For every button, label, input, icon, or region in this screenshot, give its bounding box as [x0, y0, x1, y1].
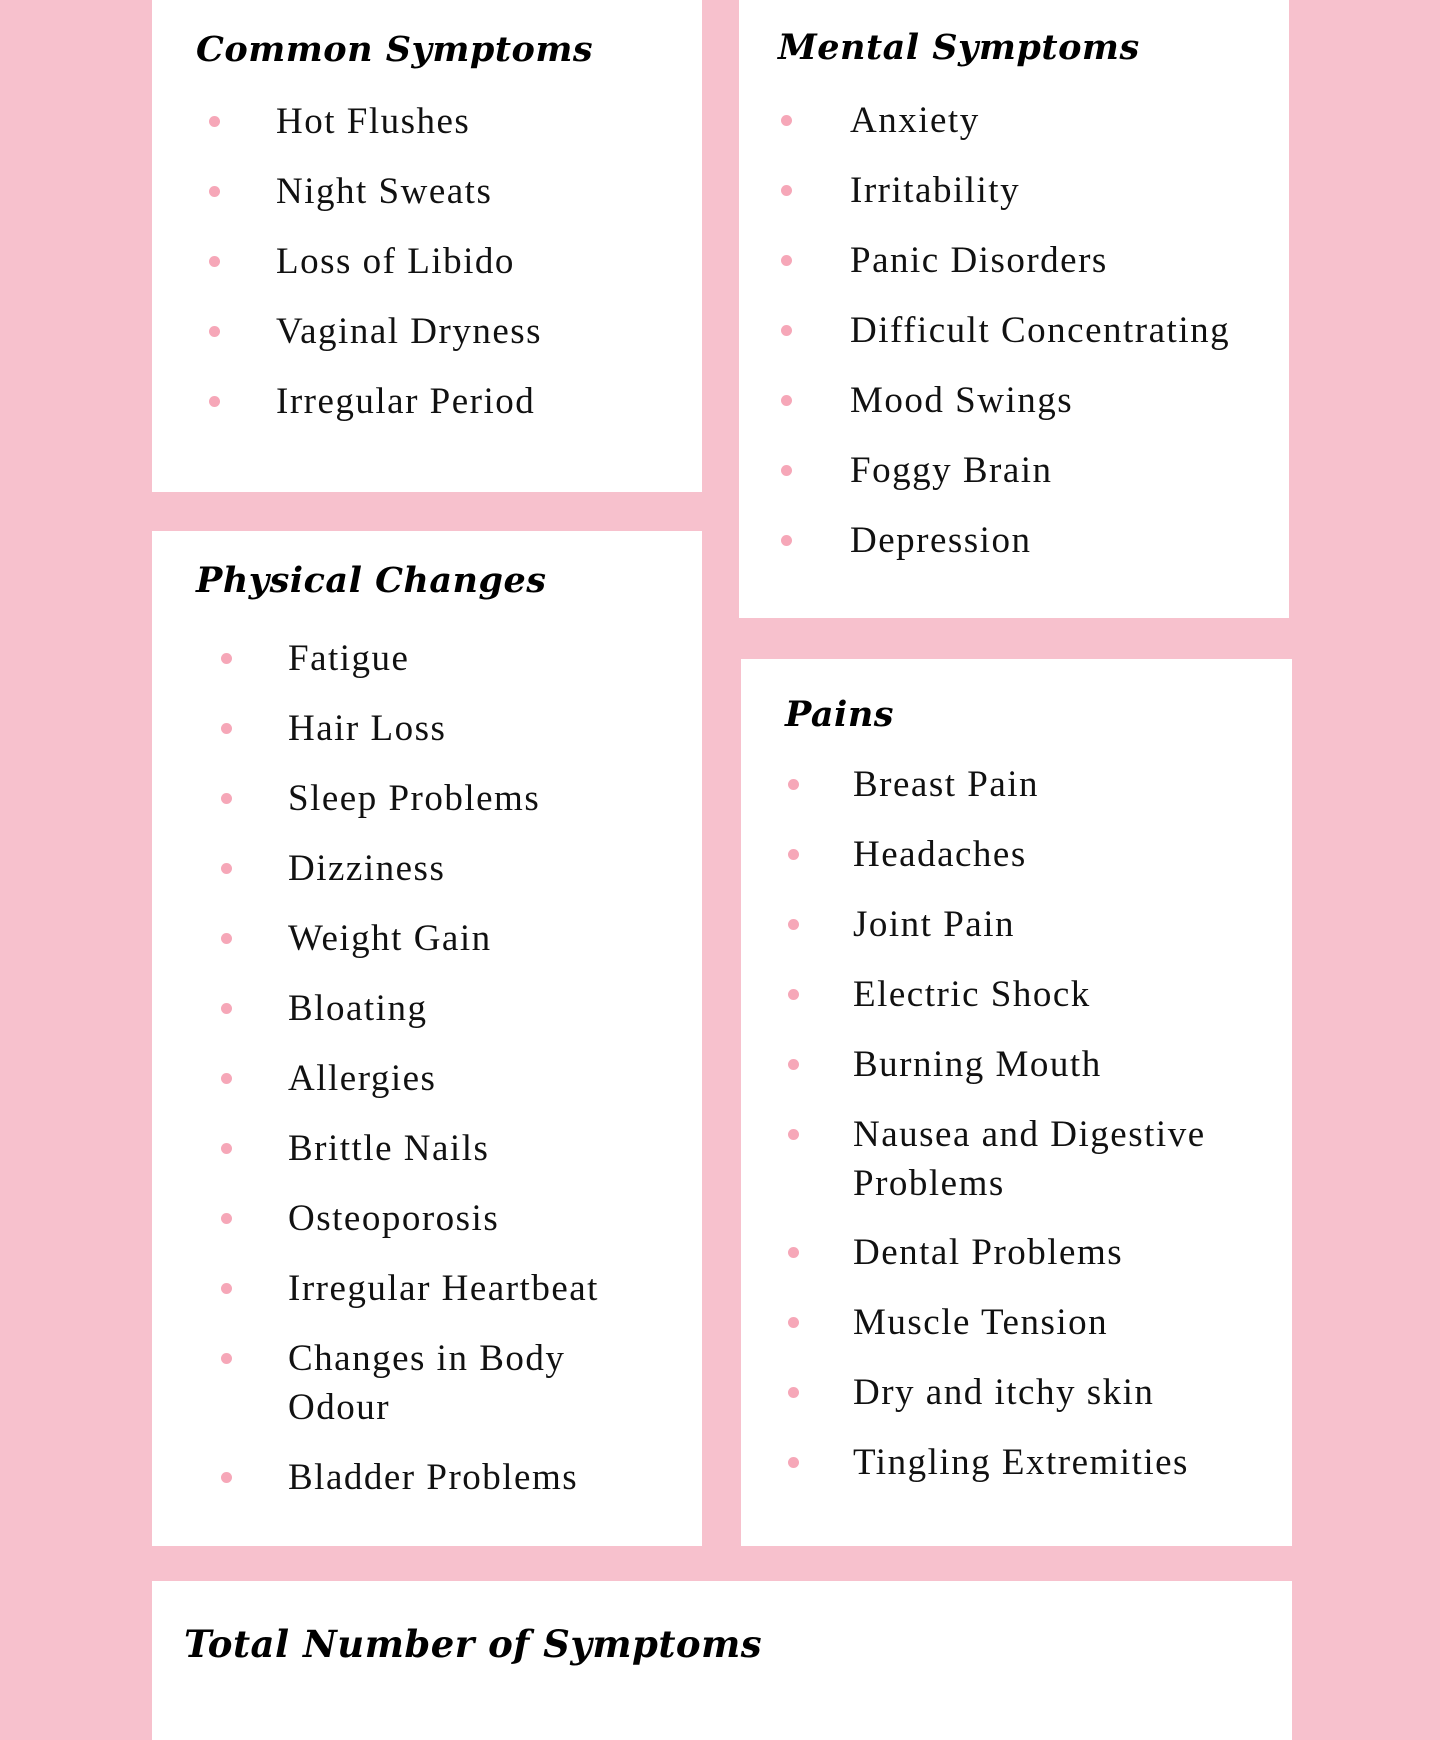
bullet-icon [781, 255, 792, 266]
list-item-label: Breast Pain [853, 764, 1040, 805]
list-item-label: Electric Shock [853, 974, 1091, 1015]
bullet-icon [209, 116, 220, 127]
bullet-icon [221, 1283, 232, 1294]
mental-symptoms-title: Mental Symptoms [778, 27, 1140, 68]
common-symptoms-card [152, 0, 702, 492]
bullet-icon [221, 653, 232, 664]
list-item-label: Irregular Heartbeat [288, 1268, 599, 1309]
list-item [741, 970, 1292, 1040]
list-item [741, 900, 1292, 970]
bullet-icon [788, 1317, 799, 1328]
total-symptoms-title: Total Number of Symptoms [184, 1622, 763, 1666]
bullet-icon [221, 1003, 232, 1014]
bullet-icon [221, 1353, 232, 1364]
list-item-label: Brittle Nails [288, 1128, 490, 1169]
list-item-label: Loss of Libido [276, 241, 515, 282]
list-item [152, 984, 702, 1054]
total-symptoms-card [152, 1581, 1292, 1740]
physical-changes-card [152, 531, 702, 1546]
list-item [741, 1368, 1292, 1438]
list-item-label: Tingling Extremities [853, 1442, 1189, 1483]
physical-changes-title: Physical Changes [196, 560, 547, 601]
list-item [741, 1110, 1292, 1228]
bullet-icon [781, 325, 792, 336]
list-item [739, 236, 1289, 306]
list-item [741, 1228, 1292, 1298]
bullet-icon [788, 779, 799, 790]
list-item-label: Bladder Problems [288, 1457, 579, 1498]
bullet-icon [209, 396, 220, 407]
list-item-label: Vaginal Dryness [276, 311, 543, 352]
bullet-icon [788, 1247, 799, 1258]
bullet-icon [221, 863, 232, 874]
list-item-label: Allergies [288, 1058, 437, 1099]
mental-symptoms-card [739, 0, 1289, 618]
list-item [741, 1438, 1292, 1508]
bullet-icon [221, 1143, 232, 1154]
list-item [152, 97, 702, 167]
list-item [741, 830, 1292, 900]
list-item-label: Burning Mouth [853, 1044, 1102, 1085]
bullet-icon [781, 465, 792, 476]
list-item [739, 516, 1289, 586]
list-item [152, 167, 702, 237]
list-item-label: Headaches [853, 834, 1027, 875]
list-item-label: Osteoporosis [288, 1198, 500, 1239]
pains-card [741, 659, 1292, 1546]
bullet-icon [209, 186, 220, 197]
list-item [739, 96, 1289, 166]
list-item-label: Changes in Body Odour [288, 1338, 566, 1428]
list-item [152, 1334, 702, 1453]
common-symptoms-title: Common Symptoms [196, 29, 594, 70]
bullet-icon [781, 115, 792, 126]
list-item [739, 306, 1289, 376]
list-item [152, 1124, 702, 1194]
bullet-icon [788, 1387, 799, 1398]
list-item-label: Anxiety [850, 100, 980, 141]
bullet-icon [781, 395, 792, 406]
list-item-label: Hot Flushes [276, 101, 471, 142]
bullet-icon [781, 535, 792, 546]
list-item [152, 914, 702, 984]
bullet-icon [209, 326, 220, 337]
list-item [741, 1298, 1292, 1368]
bullet-icon [788, 989, 799, 1000]
bullet-icon [221, 1213, 232, 1224]
list-item-label: Fatigue [288, 638, 410, 679]
bullet-icon [788, 1059, 799, 1070]
list-item [739, 166, 1289, 236]
list-item-label: Mood Swings [850, 380, 1074, 421]
list-item [152, 377, 702, 447]
list-item-label: Irritability [850, 170, 1021, 211]
bullet-icon [209, 256, 220, 267]
list-item-label: Dental Problems [853, 1232, 1124, 1273]
mental-symptoms-list [739, 96, 1289, 586]
list-item [152, 774, 702, 844]
common-symptoms-list [152, 97, 702, 447]
list-item-label: Nausea and Digestive Problems [853, 1114, 1206, 1204]
bullet-icon [788, 1129, 799, 1140]
list-item-label: Joint Pain [853, 904, 1015, 945]
bullet-icon [221, 933, 232, 944]
list-item [741, 760, 1292, 830]
list-item-label: Panic Disorders [850, 240, 1108, 281]
pains-title: Pains [785, 694, 895, 735]
bullet-icon [221, 1472, 232, 1483]
bullet-icon [221, 723, 232, 734]
list-item-label: Hair Loss [288, 708, 447, 749]
list-item [152, 1453, 702, 1523]
list-item-label: Difficult Concentrating [850, 310, 1231, 351]
list-item-label: Dry and itchy skin [853, 1372, 1155, 1413]
list-item-label: Foggy Brain [850, 450, 1053, 491]
bullet-icon [221, 1073, 232, 1084]
list-item-label: Sleep Problems [288, 778, 541, 819]
list-item-label: Depression [850, 520, 1032, 561]
pains-list [741, 760, 1292, 1508]
physical-changes-list [152, 634, 702, 1523]
list-item [152, 307, 702, 377]
list-item [152, 1054, 702, 1124]
bullet-icon [788, 849, 799, 860]
list-item-label: Bloating [288, 988, 428, 1029]
list-item [152, 1264, 702, 1334]
list-item [152, 704, 702, 774]
list-item-label: Dizziness [288, 848, 446, 889]
list-item [152, 634, 702, 704]
list-item [739, 376, 1289, 446]
list-item [739, 446, 1289, 516]
list-item-label: Night Sweats [276, 171, 493, 212]
bullet-icon [788, 1457, 799, 1468]
list-item [152, 237, 702, 307]
list-item-label: Irregular Period [276, 381, 536, 422]
list-item-label: Weight Gain [288, 918, 492, 959]
list-item [741, 1040, 1292, 1110]
bullet-icon [788, 919, 799, 930]
bullet-icon [781, 185, 792, 196]
list-item [152, 1194, 702, 1264]
list-item [152, 844, 702, 914]
bullet-icon [221, 793, 232, 804]
list-item-label: Muscle Tension [853, 1302, 1109, 1343]
